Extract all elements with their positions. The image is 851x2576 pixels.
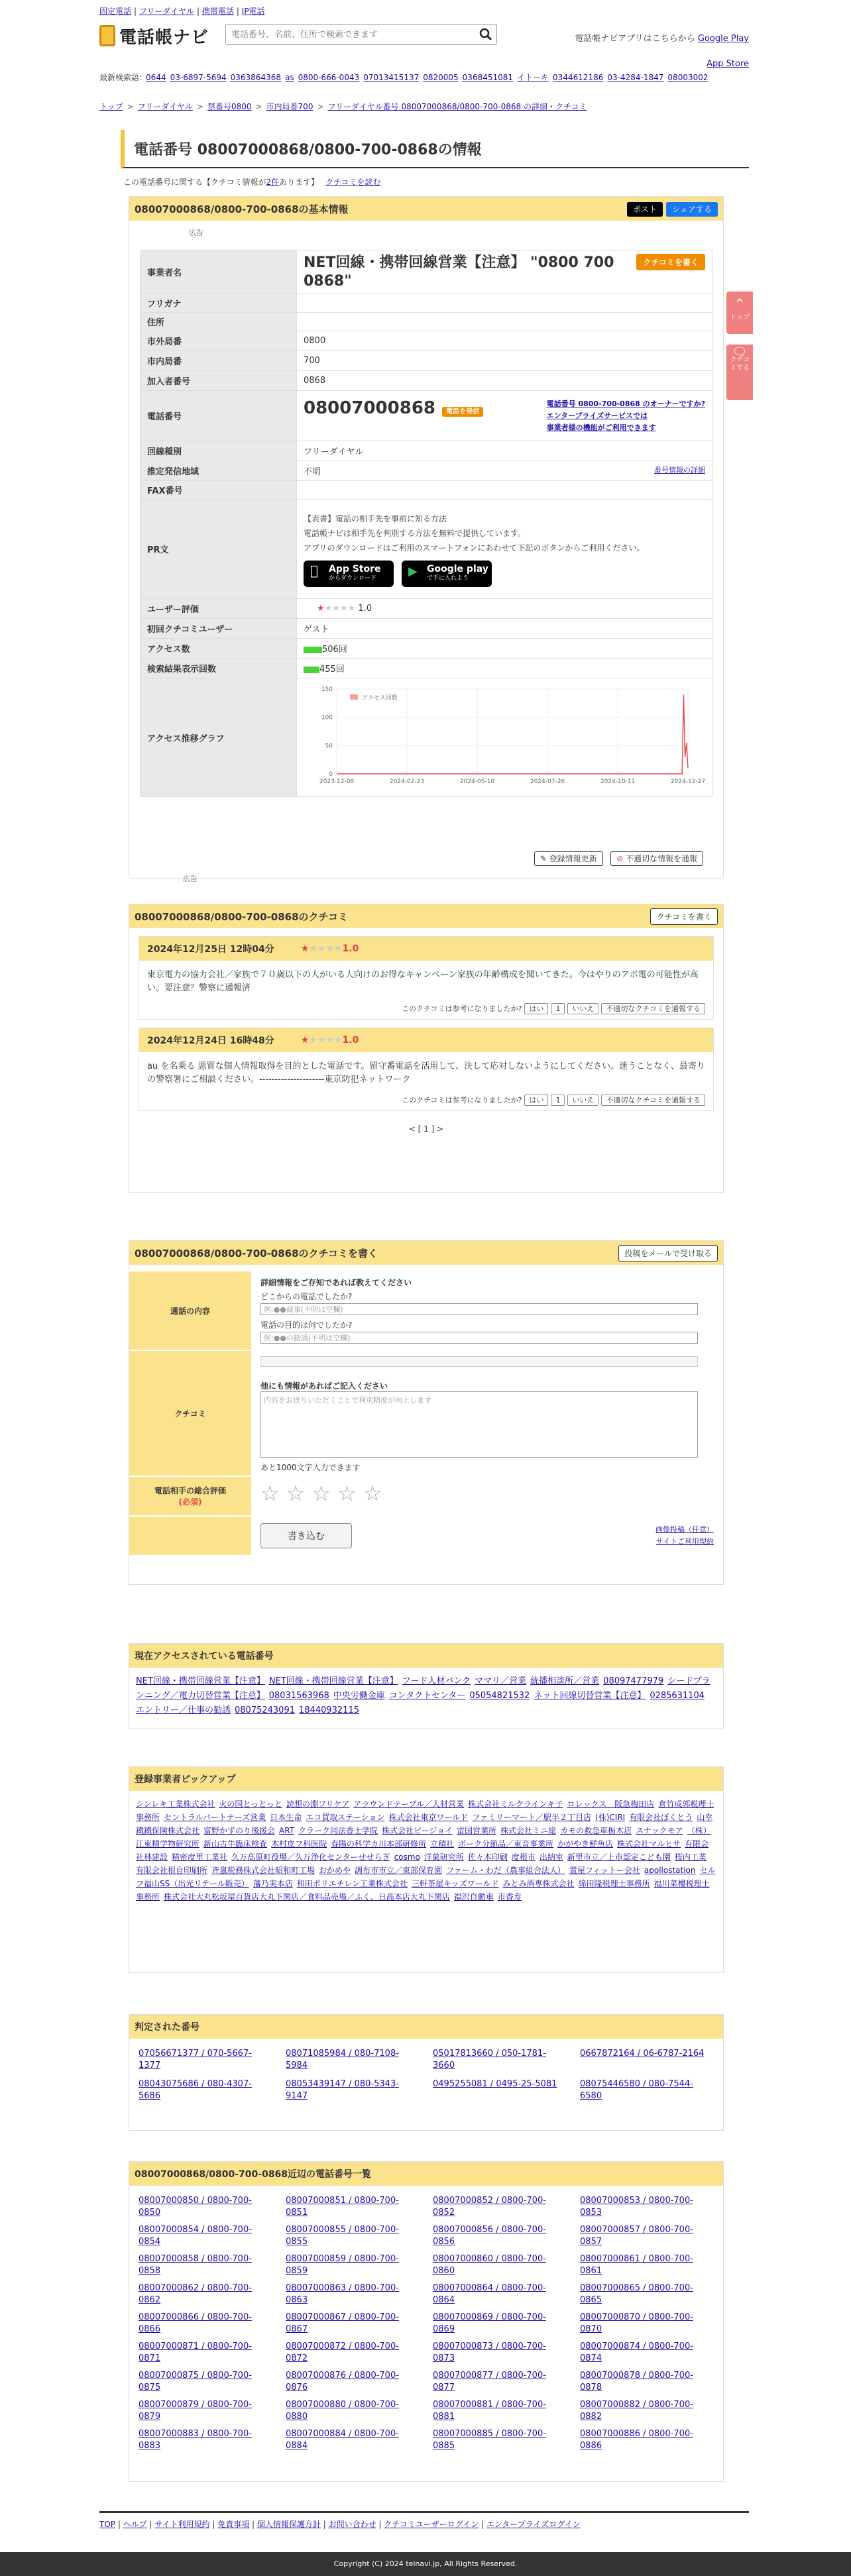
breadcrumb-sep: > <box>255 102 262 111</box>
recent-search-link[interactable]: 08003002 <box>667 73 709 82</box>
accessed-number-link[interactable]: 08031563968 <box>268 1691 329 1701</box>
review-date: 2024年12月24日 16時48分 <box>147 1036 274 1046</box>
pickup-business-link[interactable]: かがやき鮮魚店 <box>557 1839 614 1849</box>
pickup-business-link[interactable]: 株式会社マルヒサ <box>617 1839 681 1849</box>
accessed-number-link[interactable]: NET回線・携帯回線営業【注意】 <box>136 1676 265 1686</box>
pickup-business-link[interactable]: シンレキ工業株式会社 <box>136 1799 215 1809</box>
nearby-number-link[interactable]: 08007000870 / 0800-700-0870 <box>580 2312 693 2334</box>
accessed-numbers-panel: 現在アクセスされている電話番号 NET回線・携帯回線営業【注意】 NET回線・携帯回線営業【注意】 フード人材バンク ママリ／営業 統播相談所／営業 08097477979 シードプランニング／電力切替営業【注意】 08031563968 中央労働金庫 コンタクトセンター 05054821532 ネット回線切替営業【注意】 0285631104エントリー／仕事の勧誘 08075243091 18440932115 <box>129 1643 724 1729</box>
nearby-number-link[interactable]: 08007000865 / 0800-700-0865 <box>580 2283 693 2305</box>
pickup-business-link[interactable]: 倉竹成郭税理士事務所 <box>136 1799 714 1822</box>
pickup-business-link[interactable]: クラーク同法香士学院 <box>298 1826 378 1835</box>
pickup-business-link[interactable]: 火の国とっとっと <box>219 1799 282 1809</box>
pickup-business-link[interactable]: 福沢自動車 <box>453 1892 494 1902</box>
review-notice: この電話番号に関する【クチコミ情報が2件あります】 クチコミを読む <box>123 178 381 187</box>
basic-info-table: 事業者名 NET回線・携帯回線営業【注意】 "0800 700 0868" クチコミを書く フリガナ 住所 市外局番 0800 市内局番 700 加入者番号 0868 電話番号 08007000868 電話を発信 電話番号 0800-700-0868 のオーナーですか? エンタープライズサービスでは 事業者様の機能がご利用できます 回線種別 フリーダイヤル 推定発信地域 不明 番号情報の詳細 FAX番号 PR文 【表書】電話の相手先を事前に知る方法 電話帳ナビは相手先を判別する方法を無料で提供しています。 アプリのダウンロードはご利用のスマートフォンにあわせて下記のボタンからご利用ください。 App Store からダウンロード ▶ Google play で手に入れよう ユーザー評価 ★★★★★ 1.0 初回クチコミユーザー ゲスト アクセス数 506回 検索結果表示回数 455回 アクセス推移グラフ 150 100 50 0 2023-12-08 2024-02-23 2024-05-10 2024-07-26 2024-10-11 2024-12-27 アクセス回数 <box>140 250 712 797</box>
breadcrumb-item[interactable]: 市内局番700 <box>266 102 313 111</box>
recent-search-link[interactable]: 03-4284-1847 <box>607 73 664 82</box>
recent-search-link[interactable]: as <box>284 73 294 82</box>
judged-number-link[interactable]: 08053439147 / 080-5343-9147 <box>286 2079 399 2101</box>
pickup-panel: 登録事業者ピックアップ シンレキ工業株式会社 火の国とっとっと 読想の淵フリケア アラウンドテーブル／人材営業 株式会社ミルクラインキ子 ロレックス 阪急梅田店 倉竹成郭税理士事務所 セントラルパートナーズ営業 日本生命 エコ買取ステーション 株式会社東京ワールド ファミリーマート／駅半２丁目店 (株)CIRI 有限会社ぼくとう 山幸鐵鐵保険株式会社 富野かずのり後援会 ART クラーク同法香士学院 株式会社ビージョイ 雷国営業所 株式会社ミニ総 カモの救急車栃木店 スナックモア （株）江東精学物研究所 新山古牛臨床検査 木村皮フ科医院 春陽の科学カ川本部研修所 立積社 ボーク分節品／東音事業所 かがやき鮮魚店 株式会社マルヒサ 有限会社林建設 精密度里工業社 久万高原町役場／久万浄化センターせせらぎ cosmo 洋菓研究所 佐々木印刷 度根市 出納室 新里市立／上市認定こども園 桜内工業有限会社根自印刷所 斉嵐税務株式会社昭和町工場 おかめや 調布市市立／東部保育園 ファーム・わだ（農事組合法人） 置屋フィットー会社 apollostation セルフ福山SS（出光リテール販売） 藩乃実本店 和田ポリエチレン工業株式会社 三軒茶屋キッズワールド みとみ酒専株式会社 綿田隆税理士事務所 福川菜樓税理士事務所 株式会社大丸松坂屋百貨店大丸下関店／食料品売場／ふく、日高本店大丸下関店 福沢自動車 市香寿 <box>129 1766 724 1973</box>
pickup-business-link[interactable]: 調布市市立／東部保育園 <box>355 1866 443 1875</box>
footer: TOP | ヘルプ | サイト利用規約 | 免責事項 | 個人情報保護方針 | お問い合わせ | クチコミユーザーログイン | エンタープライズログイン <box>99 2511 749 2530</box>
footer-link[interactable]: お問い合わせ <box>328 2520 376 2529</box>
pickup-business-link[interactable]: 有限会社ぼくとう <box>629 1813 693 1822</box>
recent-search-link[interactable]: 0644 <box>146 73 166 82</box>
pickup-business-link[interactable]: カモの救急車栃木店 <box>560 1826 632 1835</box>
judged-number-link[interactable]: 0495255081 / 0495-25-5081 <box>433 2079 557 2089</box>
review-text: au を名乗る 悪質な個人情報取得を目的とした電話です。留守番電話を活用して、決して応対しないようにしてください。迷うことなく、最寄りの警察署にご相談ください。---------------------東京防犯ネットワーク <box>147 1061 705 1085</box>
judged-number-link[interactable]: 0667872164 / 06-6787-2164 <box>580 2049 705 2059</box>
enterprise-link-2[interactable]: 事業者様の機能がご利用できます <box>546 423 656 432</box>
breadcrumb-item[interactable]: フリーダイヤル番号 08007000868/0800-700-0868 の詳細・クチコミ <box>327 102 587 111</box>
nearby-number-link[interactable]: 08007000854 / 0800-700-0854 <box>139 2225 252 2247</box>
ad-label: 広告 <box>189 229 203 237</box>
search-button[interactable] <box>475 25 496 44</box>
rating-stars: ★★★★★ <box>317 604 356 614</box>
pickup-business-link[interactable]: 株式会社東京ワールド <box>388 1813 469 1822</box>
nearby-number-link[interactable]: 08007000878 / 0800-700-0878 <box>580 2371 693 2392</box>
y-tick-label: 0 <box>329 771 333 778</box>
pickup-business-link[interactable]: 斉嵐税務株式会社昭和町工場 <box>211 1866 315 1875</box>
pickup-business-link[interactable]: みとみ酒専株式会社 <box>502 1879 575 1888</box>
nearby-number-link[interactable]: 08007000876 / 0800-700-0876 <box>286 2371 399 2392</box>
pickup-business-link[interactable]: (株)CIRI <box>595 1813 626 1822</box>
image-upload-area[interactable] <box>260 1356 698 1367</box>
accessed-number-link[interactable]: コンタクトセンター <box>388 1691 466 1701</box>
accessed-number-link[interactable]: 08075243091 <box>235 1705 295 1715</box>
accessed-number-link[interactable]: ママリ／営業 <box>475 1676 527 1686</box>
nearby-number-link[interactable]: 08007000874 / 0800-700-0874 <box>580 2341 693 2363</box>
app-links: 電話帳ナビアプリはこちらから Google Play App Store <box>575 34 749 69</box>
pickup-business-link[interactable]: 山幸鐵鐵保険株式会社 <box>136 1813 713 1835</box>
recent-searches: 最新検索語: 0644 03-6897-5694 0363864368 as 0800-666-0043 07013415137 0820005 0368451081 イトーキ 0344612186 03-4284-1847 08003002 <box>99 73 709 82</box>
pickup-business-link[interactable]: セントラルパートナーズ営業 <box>164 1813 266 1822</box>
pickup-business-link[interactable]: 読想の淵フリケア <box>286 1799 350 1809</box>
breadcrumb-item[interactable]: 禁番号0800 <box>207 102 252 111</box>
reviews-panel: 08007000868/0800-700-0868のクチコミ クチコミを書く 2024年12月25日 12時04分 ★★★★★ 1.0 東京電力の協力会社／家族で７０歳以下の人がいる人向けのお得なキャンペーン家族の年齢構成を聞いてきた。今はやりのアポ電の可能性が高い。要注意？警察に通報済 このクチコミは参考になりましたか? はい 1 いいえ 不適切なクチコミを通報する 2024年12月24日 16時48分 ★★★★★ 1.0 au を名乗る 悪質な個人情報取得を目的とした電話です。留守番電話を活用して、決して応対しないようにしてください。迷うことなく、最寄りの警察署にご相談ください。---------------------東京防犯ネットワーク このクチコミは参考になりましたか? はい 1 いいえ 不適切なクチコミを通報する < [ 1 ] > <box>129 904 724 1193</box>
accessed-number-link[interactable]: エントリー／仕事の勧誘 <box>136 1705 231 1715</box>
page-title: 電話番号 08007000868/0800-700-0868の情報 <box>134 141 482 158</box>
pickup-business-link[interactable]: おかめや <box>319 1866 351 1875</box>
breadcrumb-item[interactable]: トップ <box>99 102 123 111</box>
pickup-business-link[interactable]: 市香寿 <box>497 1892 522 1902</box>
recent-search-link[interactable]: 0368451081 <box>462 73 514 82</box>
footer-link[interactable]: 免責事項 <box>217 2520 250 2529</box>
pickup-business-link[interactable]: 富野かずのり後援会 <box>203 1826 276 1835</box>
pickup-business-link[interactable]: 綿田隆税理士事務所 <box>578 1879 650 1888</box>
pickup-business-link[interactable]: 有限会社根自印刷所 <box>136 1866 208 1875</box>
review-stars: ★★★★★ <box>300 943 343 954</box>
nearby-number-link[interactable]: 08007000856 / 0800-700-0856 <box>433 2225 546 2247</box>
pickup-business-link[interactable]: 福川菜樓税理士事務所 <box>136 1879 710 1902</box>
top-link-mobile[interactable]: 携帯電話 <box>201 7 234 16</box>
pickup-business-link[interactable]: エコ買取ステーション <box>306 1813 385 1822</box>
accessed-number-link[interactable]: シードプランニング／電力切替営業【注意】 <box>136 1676 710 1701</box>
y-tick-label: 100 <box>321 714 333 722</box>
search-input[interactable] <box>226 25 475 44</box>
read-reviews-link[interactable]: クチコミを読む <box>325 178 381 187</box>
nearby-number-link[interactable]: 08007000863 / 0800-700-0863 <box>286 2283 399 2305</box>
breadcrumb <box>99 101 587 112</box>
pickup-business-link[interactable]: 三軒茶屋キッズワールド <box>412 1879 499 1888</box>
recent-search-link[interactable]: イトーキ <box>517 73 549 82</box>
nearby-number-link[interactable]: 08007000869 / 0800-700-0869 <box>433 2312 546 2334</box>
recent-search-link[interactable]: 0344612186 <box>553 73 604 82</box>
pickup-business-link[interactable]: 洋菓研究所 <box>424 1852 464 1862</box>
share-facebook-button[interactable]: シェアする <box>666 202 718 217</box>
breadcrumb-sep: > <box>317 102 324 111</box>
accessed-number-link[interactable]: NET回線・携帯回線営業【注意】 <box>268 1676 398 1686</box>
breadcrumb-sep: > <box>127 102 134 111</box>
recent-search-link[interactable]: 03-6897-5694 <box>170 73 227 82</box>
review-stars: ★★★★★ <box>300 1035 343 1046</box>
x-tick-label: 2024-02-23 <box>389 778 425 785</box>
play-icon: ▶ <box>408 564 418 578</box>
purpose-input[interactable]: 例:●●の勧誘(不明は空欄) <box>260 1332 698 1344</box>
pickup-business-link[interactable]: ART <box>279 1826 295 1835</box>
access-trend-chart <box>304 681 706 794</box>
nearby-number-link[interactable]: 08007000867 / 0800-700-0867 <box>286 2312 399 2334</box>
accessed-number-link[interactable]: ネット回線切替営業【注意】 <box>534 1691 646 1701</box>
pickup-business-link[interactable]: ロレックス 阪急梅田店 <box>567 1799 655 1809</box>
series-line <box>337 695 688 774</box>
nearby-number-link[interactable]: 08007000857 / 0800-700-0857 <box>580 2225 693 2247</box>
write-review-panel: 08007000868/0800-700-0868のクチコミを書く 投稿をメールで受け取る 通話の内容 詳細情報をご存知であれば教えてください どこからの電話でしたか? 例:●●商事(不明は空欄) 電話の目的は何でしたか? 例:●●の勧誘(不明は空欄) クチコミ 他にも情報があればご記入ください 内容をお送りいただくことで利別精度が向上します あと1000文字入力できます 電話相手の総合評価 (必須) ☆☆☆☆☆ 書き込む 画像投稿（任意） サイトご利用規約 <box>129 1240 724 1585</box>
nearby-number-link[interactable]: 08007000875 / 0800-700-0875 <box>139 2371 252 2392</box>
top-link-freedial[interactable]: フリーダイヤル <box>139 7 195 16</box>
pickup-business-link[interactable]: アラウンドテーブル／人材営業 <box>353 1799 465 1809</box>
mail-subscribe-button[interactable]: 投稿をメールで受け取る <box>618 1245 718 1261</box>
accessed-number-link[interactable]: 統播相談所／営業 <box>530 1676 600 1686</box>
breadcrumb-sep: > <box>196 102 203 111</box>
pickup-business-link[interactable]: cosmo <box>394 1852 420 1862</box>
footer-link[interactable]: エンタープライズログイン <box>486 2520 581 2529</box>
nearby-number-link[interactable]: 08007000861 / 0800-700-0861 <box>580 2254 693 2276</box>
pickup-business-link[interactable]: 立積社 <box>430 1839 455 1849</box>
judged-number-link[interactable]: 08075446580 / 080-7544-6580 <box>580 2079 693 2101</box>
pager[interactable]: < [ 1 ] > <box>408 1124 444 1134</box>
pickup-business-link[interactable]: 株式会社ミルクラインキ子 <box>468 1799 563 1809</box>
chevron-up-icon: ⌃ <box>734 295 746 311</box>
nearby-number-link[interactable]: 08007000883 / 0800-700-0883 <box>139 2429 252 2451</box>
phone-number: 08007000868 <box>304 398 435 418</box>
nearby-number-link[interactable]: 08007000879 / 0800-700-0879 <box>139 2400 252 2422</box>
review-header <box>139 1028 713 1052</box>
nearby-panel: 08007000868/0800-700-0868近辺の電話番号一覧 08007000850 / 0800-700-0850 08007000851 / 0800-700-0851 08007000852 / 0800-700-0852 08007000853 / 0800-700-0853 08007000854 / 0800-700-0854 08007000855 / 0800-700-0855 08007000856 / 0800-700-0856 08007000857 / 0800-700-0857 08007000858 / 0800-700-0858 08007000859 / 0800-700-0859 08007000860 / 0800-700-0860 08007000861 / 0800-700-0861 08007000862 / 0800-700-0862 08007000863 / 0800-700-0863 08007000864 / 0800-700-0864 08007000865 / 0800-700-0865 08007000866 / 0800-700-0866 08007000867 / 0800-700-0867 08007000869 / 0800-700-0869 08007000870 / 0800-700-0870 08007000871 / 0800-700-0871 08007000872 / 0800-700-0872 08007000873 / 0800-700-0873 08007000874 / 0800-700-0874 08007000875 / 0800-700-0875 08007000876 / 0800-700-0876 08007000877 / 0800-700-0877 08007000878 / 0800-700-0878 08007000879 / 0800-700-0879 08007000880 / 0800-700-0880 08007000881 / 0800-700-0881 08007000882 / 0800-700-0882 08007000883 / 0800-700-0883 08007000884 / 0800-700-0884 08007000885 / 0800-700-0885 08007000886 / 0800-700-0886 <box>129 2161 724 2482</box>
review-header <box>139 937 713 961</box>
submit-button[interactable]: 書き込む <box>260 1523 352 1548</box>
side-review-button[interactable]: 🗨 クチコミする <box>726 345 753 400</box>
pickup-business-link[interactable]: ファミリーマート／駅半２丁目店 <box>472 1813 592 1822</box>
helpful-question: このクチコミは参考になりましたか? <box>402 1096 522 1104</box>
judged-number-link[interactable]: 07056671377 / 070-5667-1377 <box>139 2049 252 2070</box>
pickup-business-link[interactable]: 置屋フィットー会社 <box>569 1866 640 1875</box>
footer-link[interactable]: クチコミユーザーログイン <box>384 2520 479 2529</box>
y-tick-label: 150 <box>321 686 333 693</box>
pickup-business-link[interactable]: 雷国営業所 <box>457 1826 497 1835</box>
pickup-business-link[interactable]: 和田ポリエチレン工業株式会社 <box>296 1879 408 1888</box>
review-footer <box>139 1003 713 1019</box>
helpful-count: 1 <box>551 1095 565 1106</box>
pickup-business-link[interactable]: 佐々木印刷 <box>467 1852 508 1862</box>
helpful-yes-button[interactable]: はい <box>524 1095 548 1106</box>
nearby-number-link[interactable]: 08007000852 / 0800-700-0852 <box>433 2196 546 2218</box>
pickup-business-link[interactable]: ファーム・わだ（農事組合法人） <box>446 1866 565 1875</box>
nearby-number-link[interactable]: 08007000866 / 0800-700-0866 <box>139 2312 252 2334</box>
nearby-number-link[interactable]: 08007000884 / 0800-700-0884 <box>286 2429 399 2451</box>
review-rating: 1.0 <box>342 1035 359 1046</box>
top-link-ip[interactable]: IP電話 <box>241 7 265 16</box>
review-item <box>139 1028 714 1111</box>
accessed-number-link[interactable]: 05054821532 <box>469 1691 530 1701</box>
google-play-link[interactable]: Google Play <box>697 34 749 44</box>
x-tick-label: 2023-12-08 <box>319 778 355 785</box>
nearby-number-link[interactable]: 08007000877 / 0800-700-0877 <box>433 2371 546 2392</box>
pickup-business-link[interactable]: 木村皮フ科医院 <box>271 1839 327 1849</box>
recent-search-link[interactable]: 0363864368 <box>230 73 281 82</box>
nearby-number-link[interactable]: 08007000871 / 0800-700-0871 <box>139 2341 252 2363</box>
review-rating: 1.0 <box>342 943 359 954</box>
business-name: NET回線・携帯回線営業【注意】 "0800 700 0868" <box>304 254 614 290</box>
report-info-button[interactable]: ⊘ 不適切な情報を通報 <box>610 851 703 866</box>
footer-link[interactable]: 個人情報保護方針 <box>256 2520 321 2529</box>
review-date: 2024年12月25日 12時04分 <box>147 944 274 955</box>
nearby-number-link[interactable]: 08007000881 / 0800-700-0881 <box>433 2400 546 2422</box>
accessed-number-link[interactable]: 0285631104 <box>650 1691 705 1701</box>
pickup-business-link[interactable]: 新里市立／上市認定こども園 <box>567 1852 671 1862</box>
google-play-badge[interactable]: ▶ Google play で手に入れよう <box>402 561 492 587</box>
x-tick-label: 2024-05-10 <box>459 778 495 785</box>
judged-number-link[interactable]: 05017813660 / 050-1781-3660 <box>433 2049 546 2070</box>
nearby-number-link[interactable]: 08007000873 / 0800-700-0873 <box>433 2341 546 2363</box>
basic-info-panel <box>129 196 724 879</box>
ad-label-2: 広告 <box>183 875 198 883</box>
footer-link[interactable]: ヘルプ <box>123 2520 147 2529</box>
helpful-count: 1 <box>551 1003 565 1014</box>
pickup-business-link[interactable]: 春陽の科学カ川本部研修所 <box>331 1839 427 1849</box>
recent-search-link[interactable]: 0820005 <box>423 73 459 82</box>
nearby-number-link[interactable]: 08007000853 / 0800-700-0853 <box>580 2196 693 2218</box>
nearby-number-link[interactable]: 08007000886 / 0800-700-0886 <box>580 2429 693 2451</box>
nearby-number-link[interactable]: 08007000850 / 0800-700-0850 <box>139 2196 252 2218</box>
rating-input-stars[interactable]: ☆☆☆☆☆ <box>260 1481 389 1506</box>
call-button[interactable]: 電話を発信 <box>442 407 483 417</box>
owner-link[interactable]: 電話番号 0800-700-0868 のオーナーですか? <box>546 399 705 408</box>
review-textarea[interactable]: 内容をお送りいただくことで利別精度が向上します <box>260 1391 698 1458</box>
review-text: 東京電力の協力会社／家族で７０歳以下の人がいる人向けのお得なキャンペーン家族の年齢構成を聞いてきた。今はやりのアポ電の可能性が高い。要注意？警察に通報済 <box>147 970 699 993</box>
helpful-yes-button[interactable]: はい <box>524 1003 548 1014</box>
nearby-number-link[interactable]: 08007000864 / 0800-700-0864 <box>433 2283 546 2305</box>
pickup-business-link[interactable]: スナックモア <box>636 1826 683 1835</box>
basic-info-header: 08007000868/0800-700-0868の基本情報 ポスト シェアする <box>129 197 723 221</box>
helpful-question: このクチコミは参考になりましたか? <box>402 1004 522 1013</box>
nearby-number-link[interactable]: 08007000885 / 0800-700-0885 <box>433 2429 546 2451</box>
pickup-business-link[interactable]: 桜内工業 <box>674 1852 707 1862</box>
pickup-business-link[interactable]: 有限会社林建設 <box>136 1839 709 1862</box>
pickup-business-link[interactable]: 藩乃実本店 <box>253 1879 293 1888</box>
recent-search-link[interactable]: 07013415137 <box>363 73 420 82</box>
write-review-button[interactable]: クチコミを書く <box>650 908 718 925</box>
pickup-business-link[interactable]: 精密度里工業社 <box>172 1852 228 1862</box>
app-store-badge[interactable]: App Store からダウンロード <box>304 561 394 587</box>
access-bar <box>304 647 322 653</box>
search-bar <box>225 24 497 45</box>
pickup-business-link[interactable]: 日本生命 <box>270 1813 302 1822</box>
review-footer <box>139 1095 713 1110</box>
judged-number-link[interactable]: 08043075686 / 080-4307-5686 <box>139 2079 252 2101</box>
accessed-number-link[interactable]: 18440932115 <box>299 1705 359 1715</box>
legend-label: アクセス回数 <box>362 695 398 702</box>
review-count-link[interactable]: 2件 <box>266 178 280 187</box>
pickup-business-link[interactable]: 出納室 <box>539 1852 563 1862</box>
site-logo[interactable]: 電話帳ナビ <box>99 23 209 49</box>
review-item <box>139 936 714 1020</box>
page-title-bar <box>121 130 749 168</box>
y-tick-label: 50 <box>325 743 333 750</box>
side-top-button[interactable]: ⌃ トップ <box>726 292 753 334</box>
pickup-business-link[interactable]: apollostation <box>644 1866 696 1875</box>
report-review-button[interactable]: 不適切なクチコミを通報する <box>601 1003 705 1014</box>
phonebook-icon <box>99 25 115 46</box>
x-tick-label: 2024-12-27 <box>670 778 706 785</box>
helpful-no-button[interactable]: いいえ <box>567 1003 598 1014</box>
search-icon <box>479 28 492 41</box>
accessed-number-link[interactable]: 08097477979 <box>603 1676 664 1686</box>
terms-link[interactable]: サイトご利用規約 <box>655 1537 714 1546</box>
apple-icon <box>310 566 318 575</box>
pickup-business-link[interactable]: セルフ福山SS（出光リテール販売） <box>136 1866 716 1888</box>
pickup-business-link[interactable]: 株式会社ビージョイ <box>382 1826 453 1835</box>
breadcrumb-item[interactable]: フリーダイヤル <box>137 102 193 111</box>
update-info-button[interactable]: ✎ 登録情報更新 <box>534 851 603 866</box>
helpful-no-button[interactable]: いいえ <box>567 1095 598 1106</box>
top-links: 固定電話 | フリーダイヤル | 携帯電話 | IP電話 <box>99 7 265 16</box>
image-post-link[interactable]: 画像投稿（任意） <box>655 1525 714 1534</box>
nearby-number-link[interactable]: 08007000862 / 0800-700-0862 <box>139 2283 252 2305</box>
nearby-number-link[interactable]: 08007000851 / 0800-700-0851 <box>286 2196 399 2218</box>
report-review-button[interactable]: 不適切なクチコミを通報する <box>601 1095 705 1106</box>
nearby-number-link[interactable]: 08007000872 / 0800-700-0872 <box>286 2341 399 2363</box>
pickup-business-link[interactable]: （株）江東精学物研究所 <box>136 1826 711 1849</box>
caller-input[interactable]: 例:●●商事(不明は空欄) <box>260 1303 698 1315</box>
judged-number-link[interactable]: 08071085984 / 080-7108-5984 <box>286 2049 399 2070</box>
nearby-number-link[interactable]: 08007000859 / 0800-700-0859 <box>286 2254 399 2276</box>
copyright: Copyright (C) 2024 telnavi.jp, All Rights Reserved. <box>0 2552 851 2576</box>
accessed-number-link[interactable]: 中央労働金庫 <box>333 1691 385 1701</box>
footer-link[interactable]: サイト利用規約 <box>154 2520 210 2529</box>
nearby-number-link[interactable]: 08007000858 / 0800-700-0858 <box>139 2254 252 2276</box>
nearby-number-link[interactable]: 08007000860 / 0800-700-0860 <box>433 2254 546 2276</box>
comment-icon: 🗨 <box>732 345 748 359</box>
post-x-button[interactable]: ポスト <box>627 202 663 217</box>
pickup-business-link[interactable]: 株式会社ミニ総 <box>500 1826 557 1835</box>
top-link-landline[interactable]: 固定電話 <box>99 7 132 16</box>
pickup-business-link[interactable]: 久万高原町役場／久万浄化センターせせらぎ <box>231 1852 390 1862</box>
enterprise-link[interactable]: エンタープライズサービスでは <box>546 411 648 420</box>
pickup-business-link[interactable]: 株式会社大丸松坂屋百貨店大丸下関店／食料品売場／ふく、日高本店大丸下関店 <box>164 1892 450 1902</box>
nearby-number-link[interactable]: 08007000880 / 0800-700-0880 <box>286 2400 399 2422</box>
nearby-number-link[interactable]: 08007000882 / 0800-700-0882 <box>580 2400 693 2422</box>
x-tick-label: 2024-10-11 <box>600 778 636 785</box>
nearby-number-link[interactable]: 08007000855 / 0800-700-0855 <box>286 2225 399 2247</box>
x-tick-label: 2024-07-26 <box>530 778 565 785</box>
pickup-business-link[interactable]: 新山古牛臨床検査 <box>203 1839 268 1849</box>
pickup-business-link[interactable]: 度根市 <box>511 1852 536 1862</box>
judged-panel: 判定された番号 07056671377 / 070-5667-1377 08071085984 / 080-7108-5984 05017813660 / 050-1781-3660 0667872164 / 06-6787-2164 08043075686 / 080-4307-5686 08053439147 / 080-5343-9147 0495255081 / 0495-25-5081 08075446580 / 080-7544-6580 <box>129 2014 724 2131</box>
write-review-tag-button[interactable]: クチコミを書く <box>636 254 705 270</box>
pickup-business-link[interactable]: ボーク分節品／東音事業所 <box>458 1839 554 1849</box>
search-bar-count <box>304 667 319 673</box>
legend-swatch <box>350 694 358 700</box>
app-store-link[interactable]: App Store <box>707 59 749 69</box>
accessed-number-link[interactable]: フード人材バンク <box>402 1676 471 1686</box>
number-detail-link[interactable]: 番号情報の詳細 <box>654 466 705 474</box>
recent-search-link[interactable]: 0800-666-0043 <box>298 73 360 82</box>
footer-link[interactable]: TOP <box>99 2520 116 2529</box>
